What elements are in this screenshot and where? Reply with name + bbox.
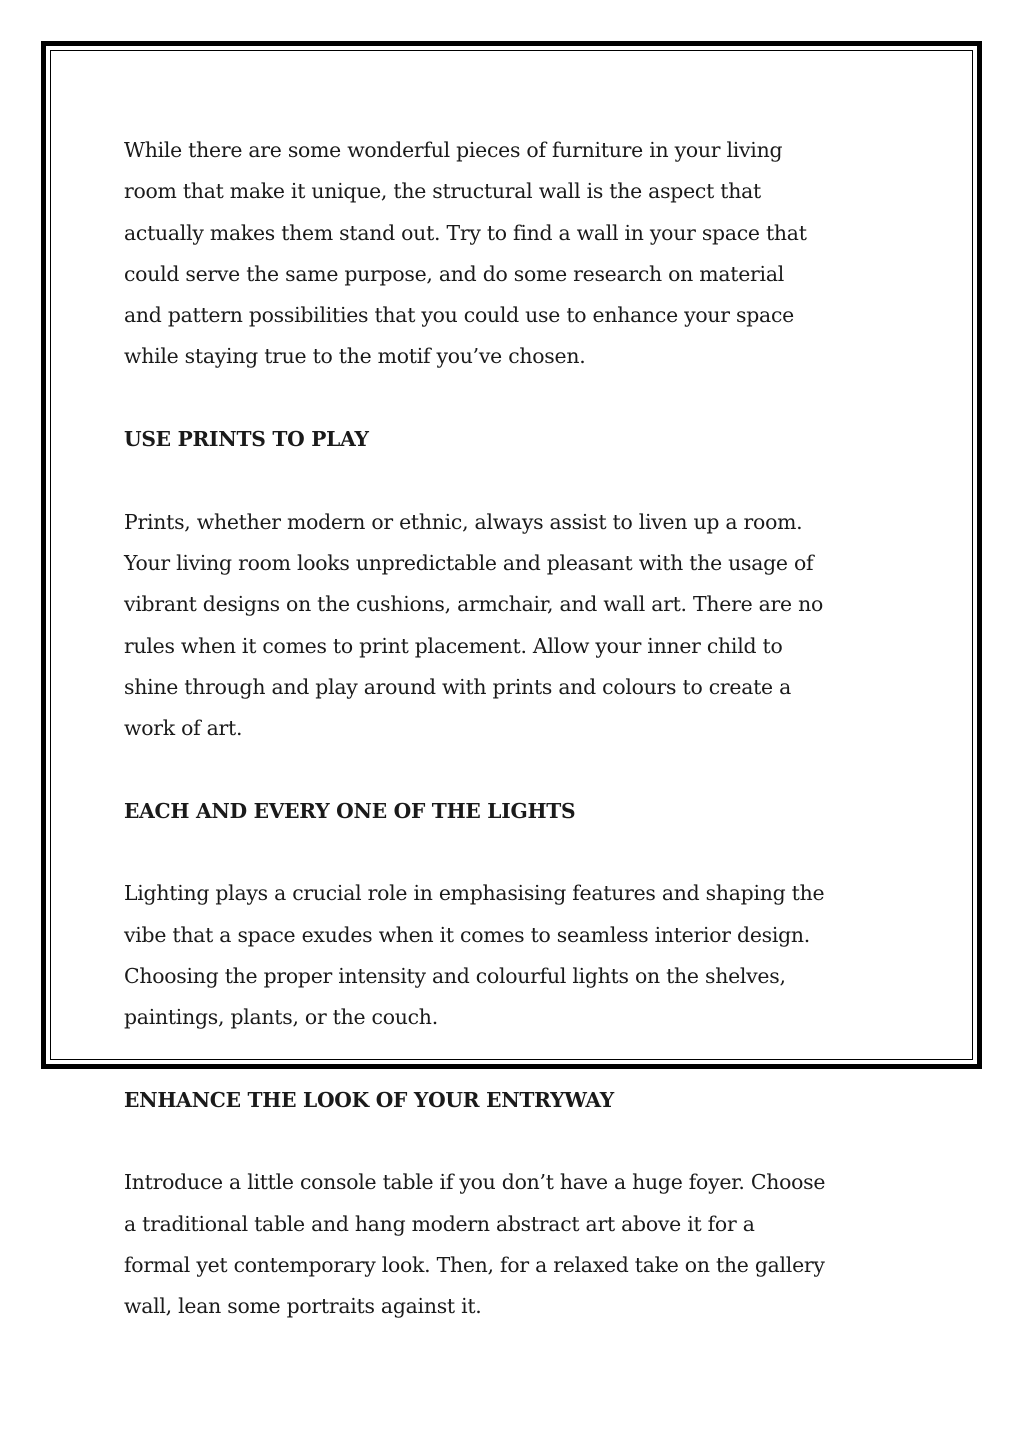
- spacer: [124, 1039, 914, 1080]
- section-heading-lights: EACH AND EVERY ONE OF THE LIGHTS: [124, 798, 576, 823]
- lights-paragraph: Lighting plays a crucial role in emphasising features and shaping the vibe that a space exudes when it comes to seamless interior design. Choosing the proper intensity and colourful lights on the shelves, paintings, plants, or the couch.: [124, 881, 825, 1030]
- section-heading-prints: USE PRINTS TO PLAY: [124, 427, 369, 452]
- spacer: [124, 832, 914, 873]
- document-body: [124, 130, 914, 1328]
- entryway-paragraph: Introduce a little console table if you don’t have a huge foyer. Choose a traditional table and hang modern abstract art above it for a formal yet contemporary look. Then, for a relaxed take on the gallery wall, lean some portraits against it.: [124, 1170, 826, 1319]
- section-heading-entryway: ENHANCE THE LOOK OF YOUR ENTRYWAY: [124, 1087, 614, 1112]
- spacer: [124, 1121, 914, 1162]
- spacer: [124, 378, 914, 419]
- spacer: [124, 749, 914, 790]
- intro-paragraph: While there are some wonderful pieces of furniture in your living room that make it unique, the structural wall is the aspect that actually makes them stand out. Try to find a wall in your space that could serve the same purpose, and do some research on material and pattern possibilities that you could use to enhance your space while staying true to the motif you’ve chosen.: [124, 138, 807, 369]
- spacer: [124, 460, 914, 501]
- prints-paragraph: Prints, whether modern or ethnic, always assist to liven up a room. Your living room looks unpredictable and pleasant with the usage of vibrant designs on the cushions, armchair, and wall art. There are no rules when it comes to print placement. Allow your inner child to shine through and play around with prints and colours to create a work of art.: [124, 509, 823, 741]
